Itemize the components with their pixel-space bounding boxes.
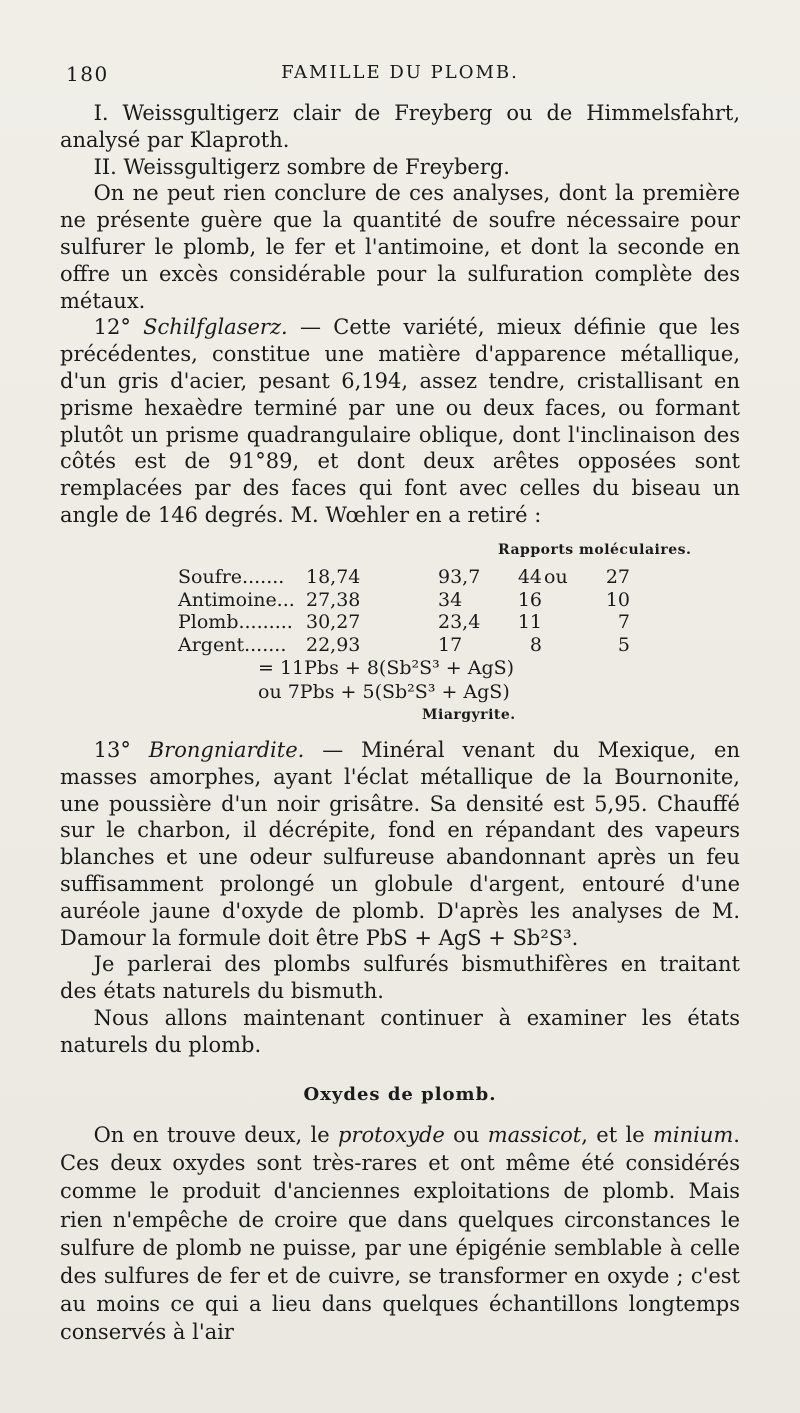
molecular-ratio-1: 8 bbox=[529, 633, 542, 656]
percentage-value: 27,38 bbox=[306, 588, 361, 611]
paragraph-conclusion: On ne peut rien conclure de ces analyses, dont la première ne présente guère que la quantité de soufre nécessaire pour sulfurer le plomb, le fer et l'antimoine, et dont la seconde en offre un excès considérable pour la sulfuration complète des métaux. bbox=[60, 181, 740, 313]
item-number: 13° bbox=[93, 738, 131, 762]
paragraph-oxydes bbox=[60, 1121, 740, 1347]
paragraph-body: — Minéral venant du Mexique, en masses amorphes, ayant l'éclat métallique de la Bournonite, une poussière d'un noir grisâtre. Sa densité est 5,95. Chauffé sur le charbon, il décrépite, fond en répandant des vapeurs blanches et une odeur sulfureuse abandonnant après un feu suffisamment prolongé un globule d'argent, entouré d'une auréole jaune d'oxyde de plomb. D'après les analyses de M. Damour la formule doit être PbS + AgS + Sb²S³. bbox=[60, 738, 740, 950]
paragraph-continue: Nous allons maintenant continuer à examiner les états naturels du plomb. bbox=[60, 1005, 740, 1057]
formula-line-2: ou 7Pbs + 5(Sb²S³ + AgS) bbox=[258, 681, 510, 703]
element-name: Antimoine... bbox=[178, 588, 295, 611]
percentage-value: 18,74 bbox=[306, 566, 361, 588]
ratio-value: 93,7 bbox=[438, 566, 481, 588]
term-minium: minium bbox=[652, 1123, 734, 1147]
ratio-separator: ou bbox=[544, 566, 568, 588]
page-number: 180 bbox=[66, 62, 109, 86]
molecular-ratio-1: 16 bbox=[517, 588, 542, 611]
ratio-value: 17 bbox=[438, 633, 463, 656]
paragraph-schilfglaserz bbox=[60, 314, 740, 528]
text-run: . Ces deux oxydes sont très-rares et ont même été considérés comme le produit d'anciennes exploitations de plomb. Mais rien n'empêche de croire que dans quelques circonstances le sulfure de plomb ne puisse, par une épigénie semblable à celle des sulfures de fer et de cuivre, se transformer en oxyde ; c'est au moins ce qui a lieu dans quelques échantillons longtemps conservés à l'air bbox=[60, 1123, 740, 1345]
text-run: , et le bbox=[581, 1123, 653, 1147]
ratio-value: 23,4 bbox=[438, 611, 481, 633]
percentage-value: 22,93 bbox=[306, 633, 361, 656]
molecular-ratio-1: 11 bbox=[517, 611, 542, 633]
percentage-value: 30,27 bbox=[306, 611, 361, 633]
molecular-ratio-2: 10 bbox=[605, 588, 630, 611]
term-protoxyde: protoxyde bbox=[338, 1123, 445, 1147]
molecular-ratio-2: 7 bbox=[617, 611, 630, 633]
main-text-block-1 bbox=[60, 100, 740, 529]
element-name: Plomb......... bbox=[178, 611, 293, 633]
paragraph-brongniardite bbox=[60, 737, 740, 951]
section-title: Oxydes de plomb. bbox=[303, 1084, 497, 1105]
ratio-value: 34 bbox=[438, 588, 463, 611]
molecular-ratio-2: 27 bbox=[605, 566, 630, 588]
element-name: Soufre....... bbox=[178, 566, 285, 588]
mineral-name-schilfglaserz: Schilfglaserz. bbox=[143, 315, 288, 340]
element-name: Argent....... bbox=[178, 633, 287, 656]
paragraph-bismuth: Je parlerai des plombs sulfurés bismuthifères en traitant des états naturels du bismuth. bbox=[60, 952, 740, 1004]
analysis-table bbox=[60, 542, 740, 732]
table-row bbox=[60, 589, 740, 611]
table-row bbox=[60, 611, 740, 633]
item-number: 12° bbox=[93, 315, 131, 340]
main-text-block-2 bbox=[60, 737, 740, 1059]
table-row bbox=[60, 634, 740, 656]
paragraph-analysis-1: I. Weissgultigerz clair de Freyberg ou de Himmelsfahrt, analysé par Klaproth. bbox=[60, 101, 740, 152]
table-row bbox=[60, 566, 740, 588]
molecular-ratio-2: 5 bbox=[617, 633, 630, 656]
formula-line-1: = 11Pbs + 8(Sb²S³ + AgS) bbox=[258, 657, 515, 679]
molecular-ratio-1: 44 bbox=[517, 566, 542, 588]
paragraph-body: — Cette variété, mieux définie que les précédentes, constitue une matière d'apparence métallique, d'un gris d'acier, pesant 6,194, assez tendre, cristallisant en prisme hexaèdre terminé par une ou deux faces, ou formant plutôt un prisme quadrangulaire oblique, dont l'inclinaison des côtés est de 91°89, et dont deux arêtes opposées sont remplacées par des faces qui font avec celles du biseau un angle de 146 degrés. M. Wœhler en a retiré : bbox=[60, 315, 740, 527]
paragraph-analysis-2: II. Weissgultigerz sombre de Freyberg. bbox=[93, 154, 510, 179]
table-header: Rapports moléculaires. bbox=[498, 542, 692, 558]
running-head: FAMILLE DU PLOMB. bbox=[281, 62, 519, 83]
main-text-block-3 bbox=[60, 1121, 740, 1347]
text-run: ou bbox=[444, 1123, 488, 1147]
term-massicot: massicot bbox=[487, 1123, 582, 1147]
mineral-name-brongniardite: Brongniardite. bbox=[148, 738, 305, 762]
mineral-label: Miargyrite. bbox=[422, 707, 516, 723]
page-header bbox=[60, 62, 740, 92]
text-run: On en trouve deux, le bbox=[93, 1123, 339, 1147]
